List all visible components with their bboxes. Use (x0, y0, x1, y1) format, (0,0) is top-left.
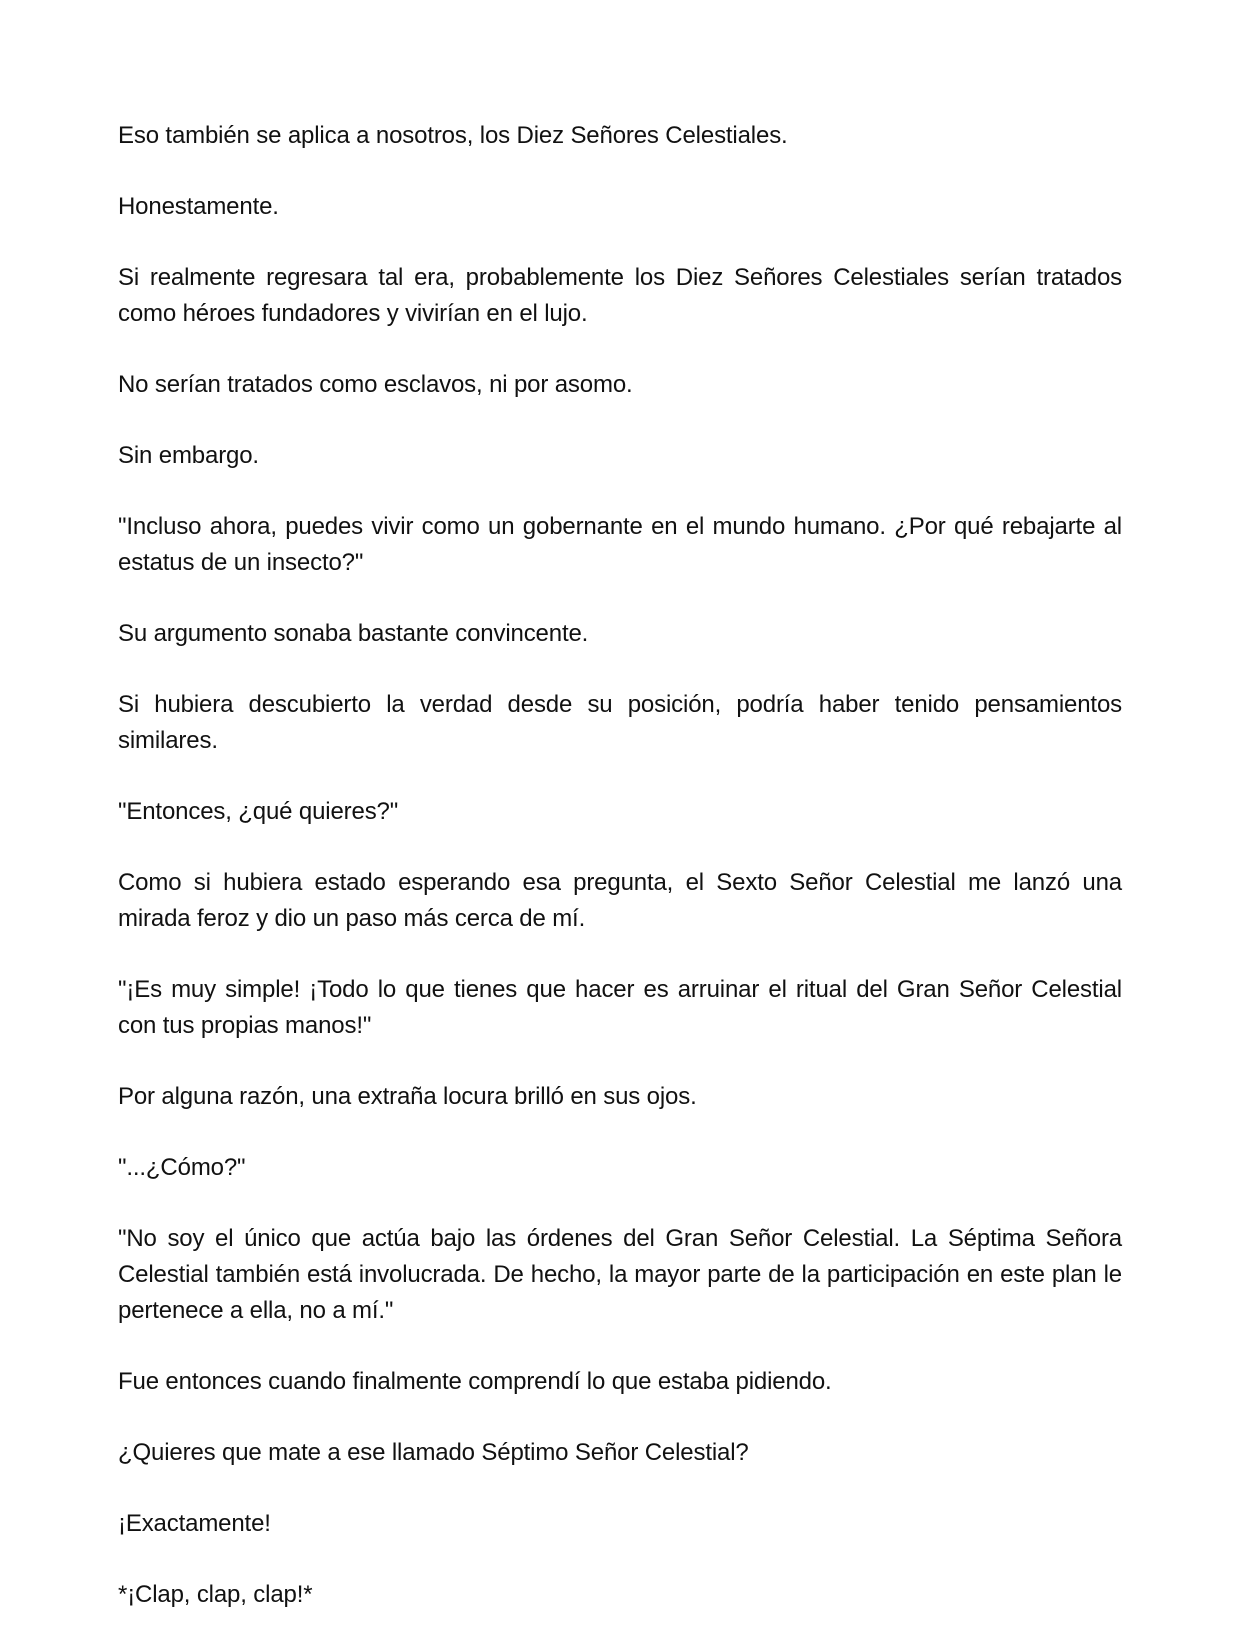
paragraph: "...¿Cómo?" (118, 1154, 246, 1181)
paragraph: Honestamente. (118, 193, 279, 220)
paragraph: "Incluso ahora, puedes vivir como un gobernante en el mundo humano. ¿Por qué rebajarte al estatus de un insecto?" (118, 513, 1122, 576)
paragraph: "No soy el único que actúa bajo las órdenes del Gran Señor Celestial. La Séptima Señora Celestial también está involucrada. De hecho, la mayor parte de la participación en este plan le pertenece a ella, no a mí." (118, 1225, 1122, 1324)
paragraph: Si realmente regresara tal era, probablemente los Diez Señores Celestiales serían tratados como héroes fundadores y vivirían en el lujo. (118, 264, 1122, 327)
paragraph: ¿Quieres que mate a ese llamado Séptimo Señor Celestial? (118, 1439, 749, 1466)
paragraph: Eso también se aplica a nosotros, los Diez Señores Celestiales. (118, 122, 788, 149)
paragraph: ¡Exactamente! (118, 1510, 271, 1537)
paragraph: No serían tratados como esclavos, ni por asomo. (118, 371, 633, 398)
paragraph: *¡Clap, clap, clap!* (118, 1581, 313, 1608)
paragraph: Fue entonces cuando finalmente comprendí lo que estaba pidiendo. (118, 1368, 832, 1395)
paragraph: Si hubiera descubierto la verdad desde su posición, podría haber tenido pensamientos similares. (118, 691, 1122, 754)
paragraph: "¡Es muy simple! ¡Todo lo que tienes que hacer es arruinar el ritual del Gran Señor Celestial con tus propias manos!" (118, 976, 1122, 1039)
paragraph: Por alguna razón, una extraña locura brilló en sus ojos. (118, 1083, 697, 1110)
document-body (118, 118, 1122, 1648)
paragraph: Su argumento sonaba bastante convincente. (118, 620, 589, 647)
paragraph: Sin embargo. (118, 442, 259, 469)
paragraph: Como si hubiera estado esperando esa pregunta, el Sexto Señor Celestial me lanzó una mirada feroz y dio un paso más cerca de mí. (118, 869, 1122, 932)
paragraph: "Entonces, ¿qué quieres?" (118, 798, 399, 825)
